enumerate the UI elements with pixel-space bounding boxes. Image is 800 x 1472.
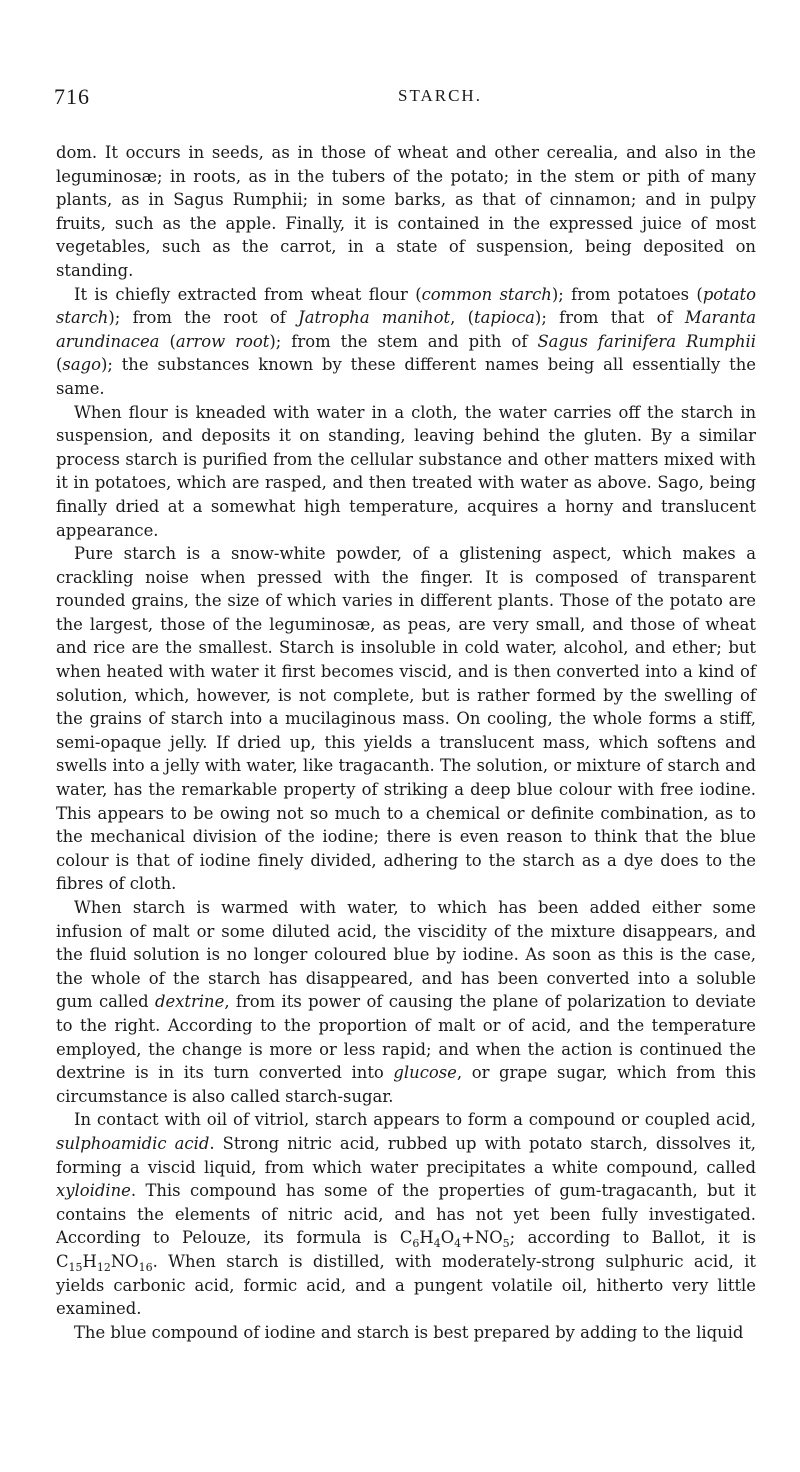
page-number: 716 (54, 84, 90, 109)
formula-subscript: 12 (96, 1260, 111, 1274)
text-run: ); from the root of (108, 308, 299, 328)
body-text (56, 141, 756, 1344)
text-run: . Strong nitric acid, rubbed up with potato starch, dissolves it, forming a viscid liquid, from which water precipitates a white compound, called (56, 1133, 757, 1177)
paragraph (56, 1108, 756, 1320)
italic-term: tapioca (474, 308, 535, 328)
italic-term: Maranta arundinacea (56, 308, 756, 351)
text-run: It is chiefly extracted from wheat flour ( (74, 284, 422, 304)
text-run: H (419, 1228, 434, 1248)
text-run: When starch is warmed with water, to which has been added either some infusion of malt or some diluted acid, the viscidity of the mixture disappears, and the fluid solution is no longer coloured blue by iodine. As soon as this is the case, the whole of the starch has disappeared, and has been converted into a soluble gum called (56, 898, 756, 1012)
paragraph (56, 1321, 756, 1345)
paragraph (56, 141, 756, 283)
text-run: ); the substances known by these different names being all essentially the same. (56, 355, 756, 398)
page-header (54, 84, 740, 114)
formula-subscript: 4 (454, 1237, 462, 1251)
italic-term: glucose (393, 1063, 457, 1083)
formula-subscript: 4 (433, 1237, 441, 1251)
formula-subscript: 16 (138, 1260, 153, 1274)
italic-term: Sagus farinifera Rumphii (537, 331, 756, 351)
text-run: , or grape sugar, which from this circumstance is also called starch-sugar. (56, 1063, 756, 1106)
text-run: dom. It occurs in seeds, as in those of wheat and other cerealia, and also in the leguminosæ; in roots, as in the tubers of the potato; in the stem or pith of many plants, as in Sagus Rumphii; in some barks, as that of cinnamon; and in pulpy fruits, such as the apple. Finally, it is contained in the expressed juice of most vegetables, such as the carrot, in a state of suspension, being deposited on standing. (56, 143, 756, 280)
italic-term: Jatropha manihot (298, 308, 451, 328)
italic-term: sulphoamidic acid (56, 1133, 210, 1153)
text-run: H (82, 1251, 97, 1271)
italic-term: dextrine (154, 992, 225, 1012)
running-title: STARCH. (398, 86, 482, 105)
paragraph (56, 401, 756, 543)
text-run: , from its power of causing the plane of polarization to deviate to the right. According to the proportion of malt or of acid, and the temperature employed, the change is more or less rapid; and when the action is continued the dextrine is in its turn converted into (56, 992, 756, 1083)
formula-subscript: 5 (502, 1237, 510, 1251)
italic-term: arrow root (175, 331, 270, 351)
text-run: ; according to Ballot, it is C (56, 1228, 757, 1271)
formula-subscript: 15 (68, 1260, 83, 1274)
text-run: NO (110, 1251, 139, 1271)
italic-term: potato starch (56, 284, 756, 328)
text-run: . This compound has some of the properties of gum-tragacanth, but it contains the elements of nitric acid, and has not yet been fully investigated. According to Pelouze, its formula is C (56, 1181, 756, 1248)
paragraph (56, 896, 756, 1108)
italic-term: xyloidine (56, 1181, 131, 1201)
italic-term: common starch (421, 284, 552, 304)
text-run: ( (159, 331, 176, 351)
text-run: . When starch is distilled, with moderately-strong sulphuric acid, it yields carbonic acid, formic acid, and a pungent volatile oil, hitherto very little examined. (56, 1251, 756, 1319)
paragraph (56, 283, 756, 401)
italic-term: sago (62, 355, 101, 375)
text-run: , ( (450, 308, 474, 328)
text-run: In contact with oil of vitriol, starch appears to form a compound or coupled acid, (74, 1110, 756, 1130)
text-run: Pure starch is a snow-white powder, of a glistening aspect, which makes a crackling noise when pressed with the finger. It is composed of transparent rounded grains, the size of which varies in different plants. Those of the potato are the largest, those of the leguminosæ, as peas, are very small, and those of wheat and rice are the smallest. Starch is insoluble in cold water, alcohol, and ether; but when heated with water it first becomes viscid, and is then converted into a kind of solution, which, however, is not complete, but is rather formed by the swelling of the grains of starch into a mucilaginous mass. On cooling, the whole forms a stiff, semi-opaque jelly. If dried up, this yields a translucent mass, which softens and swells into a jelly with water, like tragacanth. The solution, or mixture of starch and water, has the remarkable property of striking a deep blue colour with free iodine. This appears to be owing not so much to a chemical or definite combination, as to the mechanical division of the iodine; there is even reason to think that the blue colour is that of iodine finely divided, adhering to the starch as a dye does to the fibres of cloth. (56, 544, 756, 894)
text-run: ); from that of (534, 308, 685, 328)
text-run: ); from potatoes ( (551, 284, 703, 304)
text-run: +NO (461, 1228, 503, 1248)
text-run: ); from the stem and pith of (269, 331, 538, 351)
formula-subscript: 6 (412, 1237, 420, 1251)
text-run: ( (56, 355, 63, 375)
text-run: When flour is kneaded with water in a cloth, the water carries off the starch in suspension, and deposits it on standing, leaving behind the gluten. By a similar process starch is purified from the cellular substance and other matters mixed with it in potatoes, which are rasped, and then treated with water as above. Sago, being finally dried at a somewhat high temperature, acquires a horny and translucent appearance. (56, 402, 756, 540)
text-run: O (440, 1228, 455, 1248)
paragraph (56, 542, 756, 896)
text-run: The blue compound of iodine and starch is best prepared by adding to the liquid (74, 1322, 744, 1342)
